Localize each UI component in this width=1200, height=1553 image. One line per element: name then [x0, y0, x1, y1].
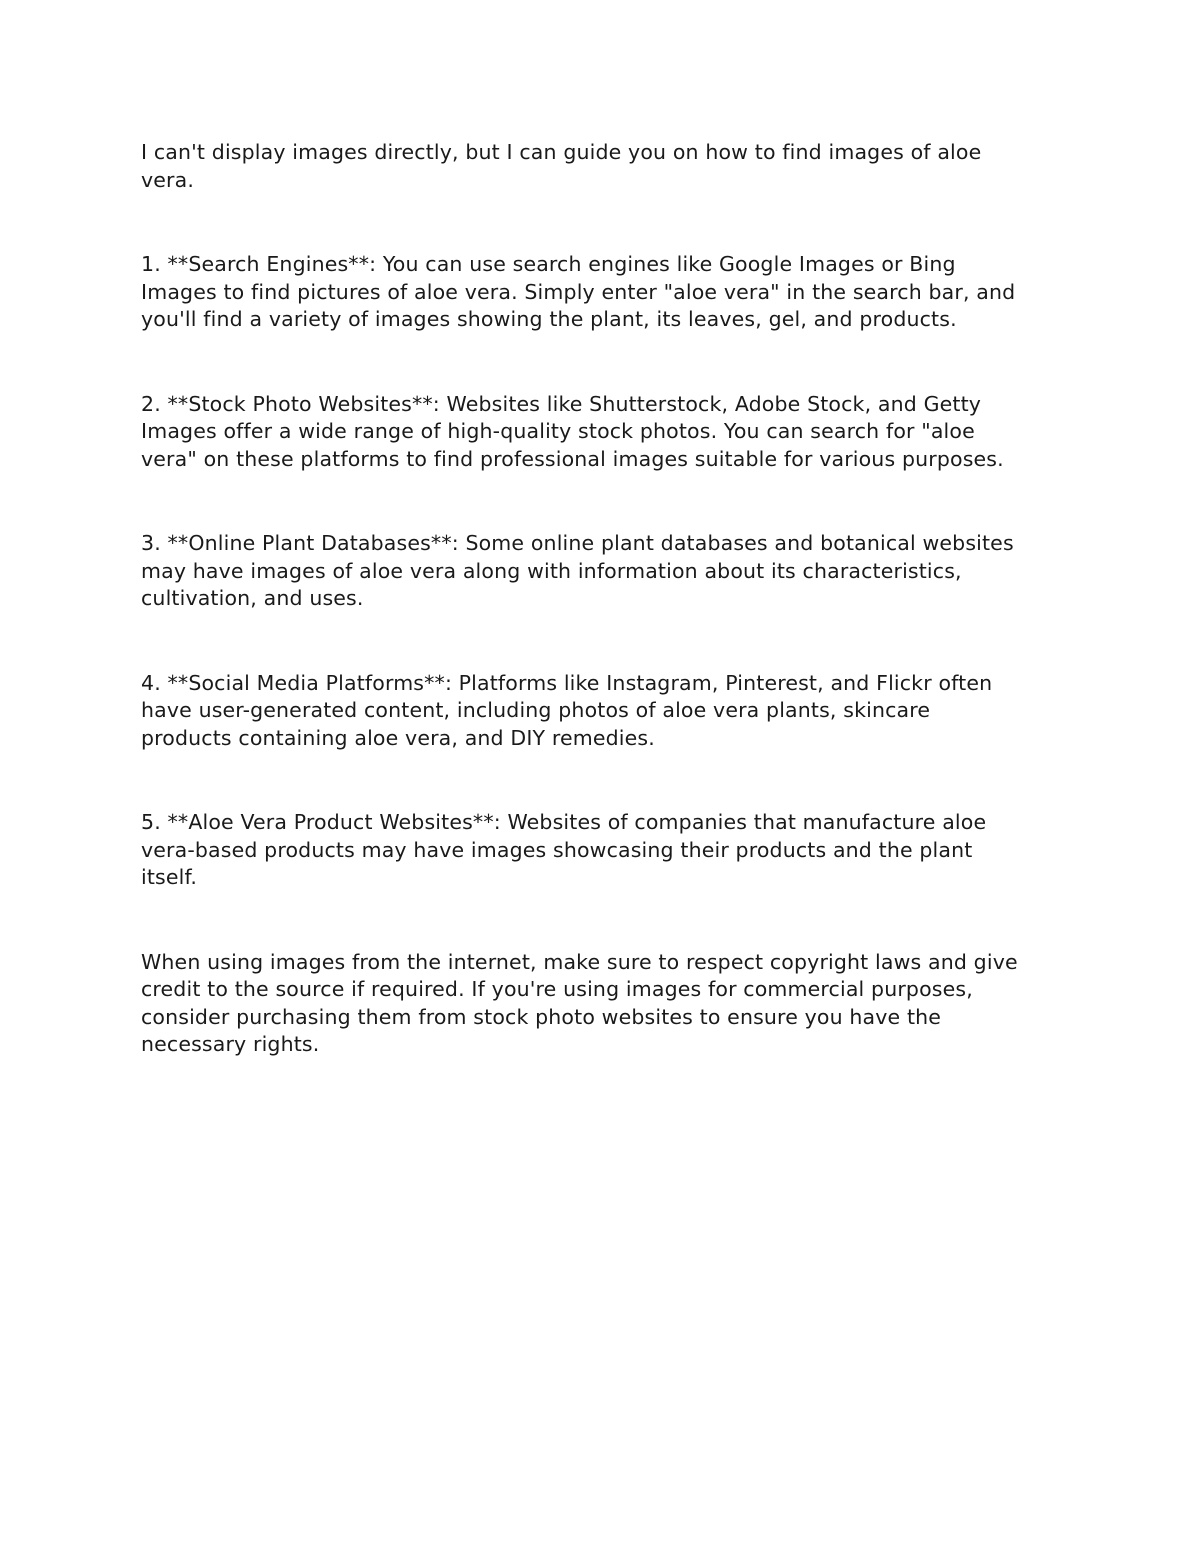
text-line: vera" on these platforms to find professional images suitable for various purposes. [141, 446, 1004, 471]
text-line: 5. **Aloe Vera Product Websites**: Websites of companies that manufacture aloe [141, 810, 987, 834]
text-line: Images to find pictures of aloe vera. Simply enter "aloe vera" in the search bar, and [141, 279, 1016, 304]
intro-paragraph [141, 139, 1061, 194]
text-line: When using images from the internet, make sure to respect copyright laws and give [141, 949, 1018, 974]
text-line: I can't display images directly, but I can guide you on how to find images of aloe [141, 140, 982, 164]
text-line: Images offer a wide range of high-quality stock photos. You can search for "aloe [141, 419, 975, 443]
text-line: 2. **Stock Photo Websites**: Websites like Shutterstock, Adobe Stock, and Getty [141, 391, 982, 416]
list-item-social-media-platforms [141, 670, 1061, 753]
text-line: vera. [141, 167, 195, 192]
text-line: 3. **Online Plant Databases**: Some online plant databases and botanical websites [141, 531, 1014, 555]
text-line: necessary rights. [141, 1032, 320, 1056]
list-item-aloe-vera-product-websites [141, 809, 1061, 892]
text-line: credit to the source if required. If you're using images for commercial purposes, [141, 977, 973, 1001]
text-line: 1. **Search Engines**: You can use search engines like Google Images or Bing [141, 252, 956, 276]
text-line: you'll find a variety of images showing the plant, its leaves, gel, and products. [141, 307, 957, 331]
text-line: vera-based products may have images showcasing their products and the plant [141, 837, 973, 862]
text-line: itself. [141, 865, 198, 889]
closing-paragraph [141, 949, 1061, 1059]
text-line: may have images of aloe vera along with information about its characteristics, [141, 558, 962, 583]
text-line: 4. **Social Media Platforms**: Platforms like Instagram, Pinterest, and Flickr often [141, 670, 993, 695]
document-body [141, 139, 1061, 1059]
list-item-online-plant-databases [141, 530, 1061, 613]
text-line: products containing aloe vera, and DIY remedies. [141, 725, 655, 750]
text-line: have user-generated content, including photos of aloe vera plants, skincare [141, 698, 931, 722]
list-item-stock-photo-websites [141, 391, 1061, 474]
text-line: cultivation, and uses. [141, 586, 364, 610]
list-item-search-engines [141, 251, 1061, 334]
text-line: consider purchasing them from stock photo websites to ensure you have the [141, 1004, 942, 1029]
